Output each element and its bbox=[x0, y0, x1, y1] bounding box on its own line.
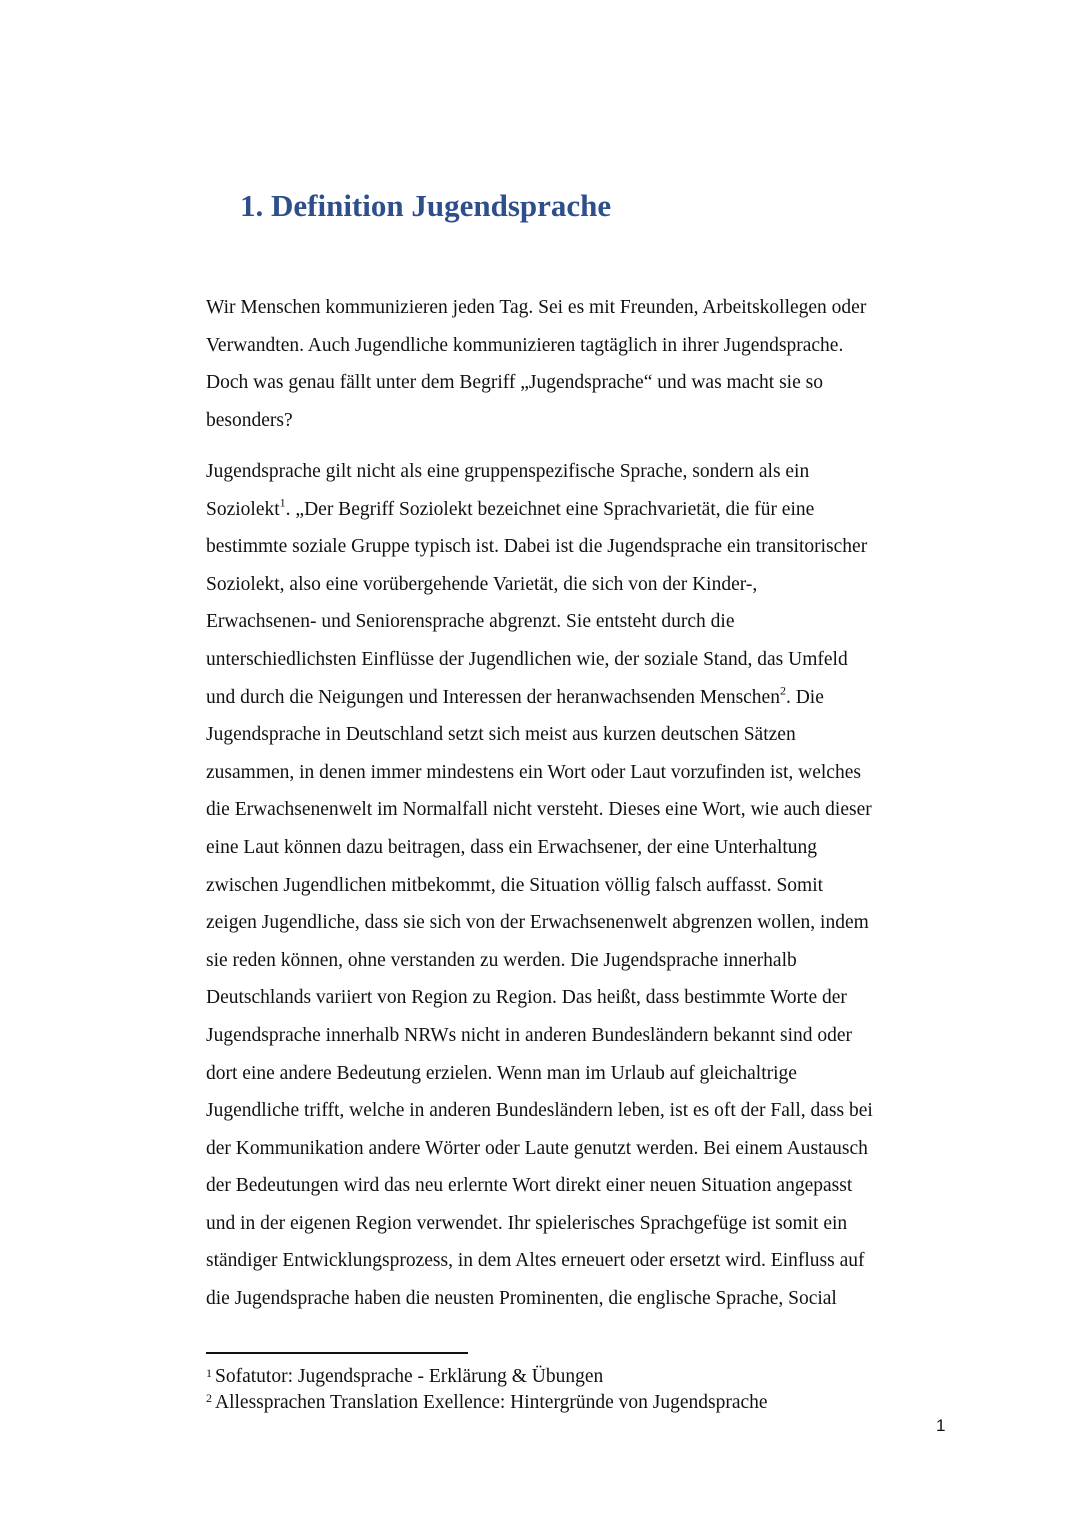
text-line: besonders? bbox=[206, 409, 293, 431]
footnote-1 bbox=[206, 1364, 768, 1390]
footnote-separator bbox=[206, 1352, 468, 1354]
footnote-2 bbox=[206, 1390, 768, 1416]
section-heading: 1. Definition Jugendsprache bbox=[240, 188, 612, 223]
footnote-ref-2[interactable]: 2 bbox=[779, 683, 786, 698]
text-line-with-ref bbox=[206, 679, 966, 717]
text-line: und in der eigenen Region verwendet. Ihr spielerisches Sprachgefüge ist somit ein bbox=[206, 1212, 848, 1234]
text-line: eine Laut können dazu beitragen, dass ein Erwachsener, der eine Unterhaltung bbox=[206, 836, 818, 858]
text-line: bestimmte soziale Gruppe typisch ist. Dabei ist die Jugendsprache ein transitorischer bbox=[206, 536, 868, 558]
paragraph-definition bbox=[206, 453, 966, 1318]
text-line: der Bedeutungen wird das neu erlernte Wort direkt einer neuen Situation angepasst bbox=[206, 1175, 853, 1197]
text-line: zwischen Jugendlichen mitbekommt, die Situation völlig falsch auffasst. Somit bbox=[206, 874, 824, 896]
text-line: unterschiedlichsten Einflüsse der Jugendlichen wie, der soziale Stand, das Umfeld bbox=[206, 648, 848, 670]
text-line-with-ref bbox=[206, 491, 966, 529]
text-line: Deutschlands variiert von Region zu Region. Das heißt, dass bestimmte Worte der bbox=[206, 987, 847, 1009]
footnote-text: Allessprachen Translation Exellence: Hintergründe von Jugendsprache bbox=[215, 1391, 768, 1413]
footnotes bbox=[206, 1364, 768, 1415]
text-line: Soziolekt, also eine vorübergehende Varietät, die sich von der Kinder-, bbox=[206, 573, 758, 595]
text-line: Jugendsprache gilt nicht als eine gruppenspezifische Sprache, sondern als ein bbox=[206, 461, 810, 482]
text-line: Erwachsenen- und Seniorensprache abgrenzt. Sie entsteht durch die bbox=[206, 611, 735, 633]
text-line: Verwandten. Auch Jugendliche kommunizieren tagtäglich in ihrer Jugendsprache. bbox=[206, 334, 844, 356]
text-line: dort eine andere Bedeutung erzielen. Wenn man im Urlaub auf gleichaltrige bbox=[206, 1062, 797, 1084]
footnote-ref-1[interactable]: 1 bbox=[279, 495, 286, 510]
text-line: zusammen, in denen immer mindestens ein Wort oder Laut vorzufinden ist, welches bbox=[206, 761, 861, 783]
page-number: 1 bbox=[936, 1416, 946, 1435]
text-line: die Jugendsprache haben die neusten Prominenten, die englische Sprache, Social bbox=[206, 1288, 837, 1310]
text-segment: . Die bbox=[785, 686, 824, 708]
text-line: der Kommunikation andere Wörter oder Laute genutzt werden. Bei einem Austausch bbox=[206, 1137, 868, 1159]
text-segment: und durch die Neigungen und Interessen der heranwachsenden Menschen bbox=[206, 686, 780, 708]
text-line: sie reden können, ohne verstanden zu werden. Die Jugendsprache innerhalb bbox=[206, 949, 797, 971]
footnote-mark: 1 bbox=[206, 1365, 212, 1380]
text-line: Jugendsprache in Deutschland setzt sich meist aus kurzen deutschen Sätzen bbox=[206, 724, 796, 746]
soziolekt-word: Soziolekt bbox=[206, 498, 280, 520]
text-segment: . „Der Begriff Soziolekt bezeichnet eine Sprachvarietät, die für eine bbox=[285, 498, 815, 520]
text-line: ständiger Entwicklungsprozess, in dem Altes erneuert oder ersetzt wird. Einfluss auf bbox=[206, 1250, 865, 1272]
footnote-text: Sofatutor: Jugendsprache - Erklärung & Übungen bbox=[215, 1366, 604, 1387]
text-line: Doch was genau fällt unter dem Begriff „Jugendsprache“ und was macht sie so bbox=[206, 372, 823, 394]
text-line: Jugendsprache innerhalb NRWs nicht in anderen Bundesländern bekannt sind oder bbox=[206, 1024, 853, 1046]
footnote-mark: 2 bbox=[206, 1391, 212, 1406]
paragraph-intro bbox=[206, 289, 966, 439]
text-line: zeigen Jugendliche, dass sie sich von der Erwachsenenwelt abgrenzen wollen, indem bbox=[206, 912, 869, 934]
text-line: die Erwachsenenwelt im Normalfall nicht versteht. Dieses eine Wort, wie auch dieser bbox=[206, 799, 872, 821]
text-line: Jugendliche trifft, welche in anderen Bundesländern leben, ist es oft der Fall, dass bei bbox=[206, 1100, 873, 1122]
text-line: Wir Menschen kommunizieren jeden Tag. Sei es mit Freunden, Arbeitskollegen oder bbox=[206, 297, 867, 318]
